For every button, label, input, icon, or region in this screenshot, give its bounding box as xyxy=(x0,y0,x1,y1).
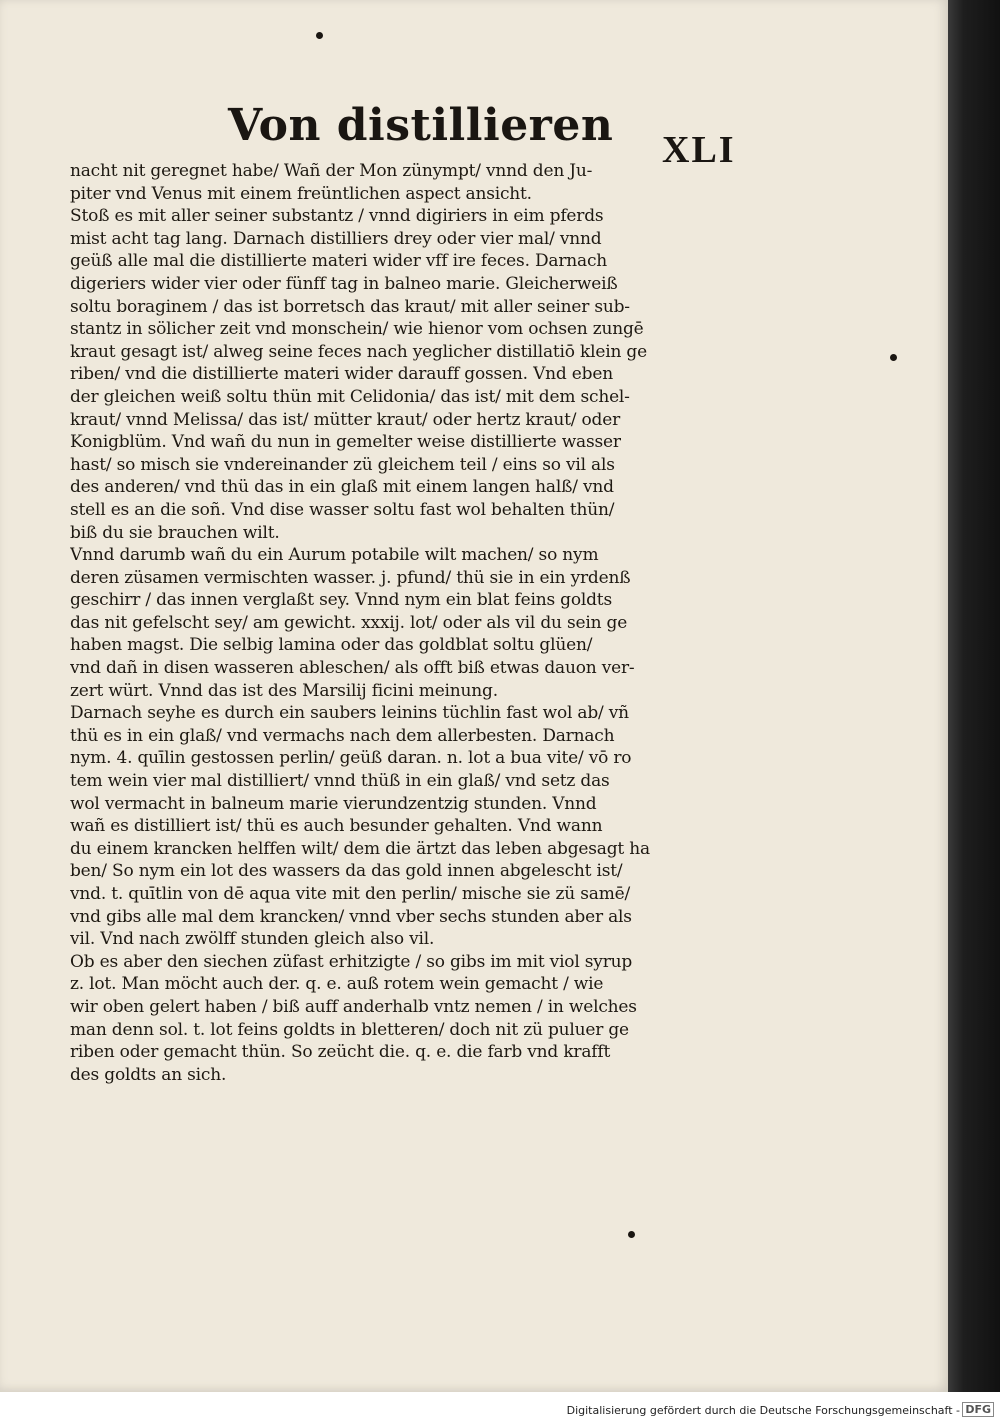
text-line: mist acht tag lang. Darnach distilliers drey oder vier mal/ vnnd xyxy=(70,228,602,249)
text-line: riben/ vnd die distillierte materi wider darauff gossen. Vnd eben xyxy=(70,364,613,385)
text-line: Vnnd darumb wañ du ein Aurum potabile wilt machen/ so nym xyxy=(70,545,599,566)
text-line: wir oben gelert haben / biß auff anderhalb vntz nemen / in welches xyxy=(70,996,637,1017)
text-line: man denn sol. t. lot feins goldts in bletteren/ doch nit zü puluer ge xyxy=(70,1019,629,1040)
text-line: hast/ so misch sie vndereinander zü gleichem teil / eins so vil als xyxy=(70,454,615,475)
text-line: biß du sie brauchen wilt. xyxy=(70,522,280,543)
footer-credit: Digitalisierung gefördert durch die Deutsche Forschungsgemeinschaft - xyxy=(566,1404,960,1417)
text-line: wol vermacht in balneum marie vierundzentzig stunden. Vnnd xyxy=(70,793,597,814)
text-line: nacht nit geregnet habe/ Wañ der Mon zünympt/ vnnd den Ju- xyxy=(70,161,593,181)
text-line: kraut gesagt ist/ alweg seine feces nach yeglicher distillatiō klein ge xyxy=(70,341,647,362)
text-line: stantz in sölicher zeit vnd monschein/ wie hienor vom ochsen zungē xyxy=(70,319,644,340)
text-line: des anderen/ vnd thü das in ein glaß mit einem langen halß/ vnd xyxy=(70,477,614,498)
text-line: kraut/ vnnd Melissa/ das ist/ mütter kraut/ oder hertz kraut/ oder xyxy=(70,409,620,430)
text-line: riben oder gemacht thün. So zeücht die. q. e. die farb vnd krafft xyxy=(70,1042,611,1063)
page-edge xyxy=(948,0,1000,1392)
text-line: vnd gibs alle mal dem krancken/ vnnd vber sechs stunden aber als xyxy=(70,906,632,927)
text-line: ben/ So nym ein lot des wassers da das gold innen abgelescht ist/ xyxy=(70,861,623,882)
ink-dot xyxy=(890,354,897,361)
text-line: du einem krancken helffen wilt/ dem die ärtzt das leben abgesagt ha xyxy=(70,838,650,859)
text-line: z. lot. Man möcht auch der. q. e. auß rotem wein gemacht / wie xyxy=(70,974,604,995)
text-line: geüß alle mal die distillierte materi wider vff ire feces. Darnach xyxy=(70,251,608,272)
text-line: digeriers wider vier oder fünff tag in balneo marie. Gleicherweiß xyxy=(70,273,618,294)
ink-dot xyxy=(316,32,323,39)
text-line: nym. 4. quīlin gestossen perlin/ geüß daran. n. lot a bua vite/ vō ro xyxy=(70,748,632,769)
text-line: des goldts an sich. xyxy=(70,1064,227,1085)
text-line: geschirr / das innen verglaßt sey. Vnnd nym ein blat feins goldts xyxy=(70,590,612,611)
text-line: wañ es distilliert ist/ thü es auch besunder gehalten. Vnd wann xyxy=(70,816,603,837)
folio-number: XLI xyxy=(662,129,736,171)
text-line: Konigblüm. Vnd wañ du nun in gemelter weise distillierte wasser xyxy=(70,432,621,453)
text-line: Darnach seyhe es durch ein saubers leinins tüchlin fast wol ab/ vñ xyxy=(70,703,629,724)
text-line: vil. Vnd nach zwölff stunden gleich also vil. xyxy=(70,929,435,950)
text-line: das nit gefelscht sey/ am gewicht. xxxij. lot/ oder als vil du sein ge xyxy=(70,612,628,633)
text-line: der gleichen weiß soltu thün mit Celidonia/ das ist/ mit dem schel- xyxy=(70,386,630,407)
text-line: Ob es aber den siechen züfast erhitzigte / so gibs im mit viol syrup xyxy=(70,951,633,972)
text-line: soltu boraginem / das ist borretsch das kraut/ mit aller seiner sub- xyxy=(70,296,630,317)
text-line: deren züsamen vermischten wasser. j. pfund/ thü sie in ein yrdenß xyxy=(70,567,631,588)
text-line: piter vnd Venus mit einem freüntlichen aspect ansicht. xyxy=(70,183,532,204)
text-line: zert würt. Vnnd das ist des Marsilij ficini meinung. xyxy=(70,680,498,701)
text-line: tem wein vier mal distilliert/ vnnd thüß in ein glaß/ vnd setz das xyxy=(70,771,610,792)
text-line: thü es in ein glaß/ vnd vermachs nach dem allerbesten. Darnach xyxy=(70,725,615,746)
body-text xyxy=(70,160,710,1086)
text-line: vnd. t. quītlin von dē aqua vite mit den perlin/ mische sie zü samē/ xyxy=(70,884,631,904)
ink-dot xyxy=(628,1231,635,1238)
running-head: Von distillieren xyxy=(228,100,614,151)
text-line: haben magst. Die selbig lamina oder das goldblat soltu glüen/ xyxy=(70,635,593,656)
text-line: Stoß es mit aller seiner substantz / vnnd digiriers in eim pferds xyxy=(70,206,604,227)
text-line: stell es an die soñ. Vnd dise wasser soltu fast wol behalten thün/ xyxy=(70,499,615,520)
text-line: vnd dañ in disen wasseren ableschen/ als offt biß etwas dauon ver- xyxy=(70,658,635,679)
dfg-logo: DFG xyxy=(962,1402,994,1417)
